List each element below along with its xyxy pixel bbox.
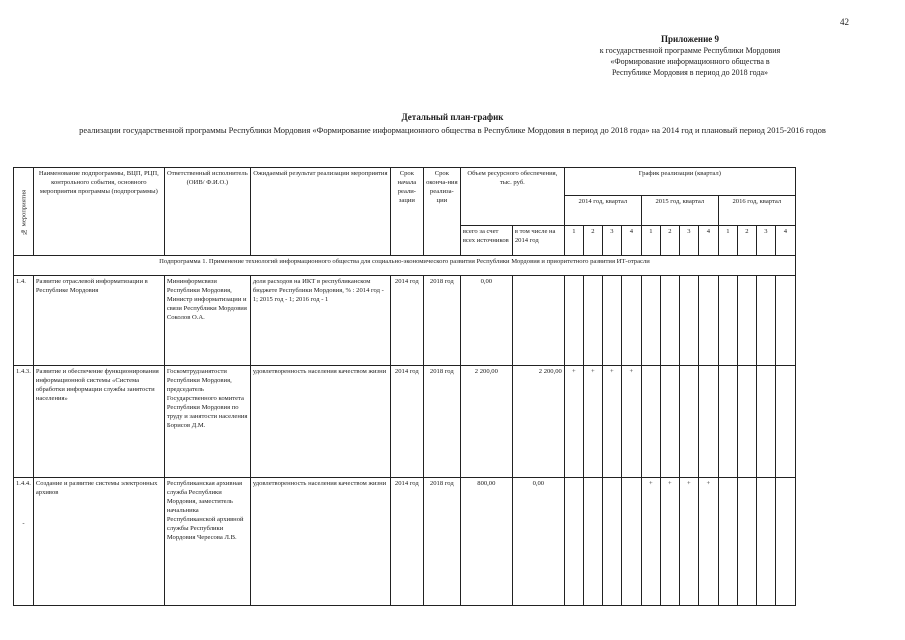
table-row bbox=[14, 276, 796, 366]
row-quarter bbox=[756, 366, 775, 478]
row-quarter bbox=[583, 478, 602, 606]
header-name: Наименование подпрограммы, ВЦП, РЦП, контрольного события, основного мероприятия программы (подпрограммы) bbox=[33, 168, 164, 256]
header-quarter: 2 bbox=[660, 226, 679, 256]
row-quarter bbox=[583, 276, 602, 366]
header-year-2014: 2014 год, квартал bbox=[564, 196, 641, 226]
row-quarter bbox=[641, 276, 660, 366]
row-quarter bbox=[737, 478, 756, 606]
header-quarter: 3 bbox=[756, 226, 775, 256]
header-result: Ожидаемый результат реализации мероприятия bbox=[250, 168, 390, 256]
row-quarter: + bbox=[602, 366, 621, 478]
row-quarter bbox=[775, 276, 795, 366]
row-quarter: + bbox=[583, 366, 602, 478]
header-start: Срок начала реали-зации bbox=[390, 168, 423, 256]
row-2014 bbox=[512, 276, 564, 366]
row-name: Создание и развитие системы электронных архивов bbox=[33, 478, 164, 606]
row-responsible: Республиканская архивная служба Республики Мордовия, заместитель начальника Республиканской архивной службы Республики Мордовия Чересова Л.В. bbox=[164, 478, 250, 606]
row-start: 2014 год bbox=[390, 276, 423, 366]
row-quarter: + bbox=[564, 366, 583, 478]
row-quarter bbox=[775, 478, 795, 606]
header-quarter: 4 bbox=[775, 226, 795, 256]
row-start: 2014 год bbox=[390, 478, 423, 606]
row-quarter bbox=[718, 276, 737, 366]
header-quarter: 1 bbox=[564, 226, 583, 256]
appendix-line: к государственной программе Республики Мордовия bbox=[599, 46, 781, 55]
row-name: Развитие отраслевой информатизации в Республике Мордовия bbox=[33, 276, 164, 366]
table-row bbox=[14, 366, 796, 478]
row-quarter bbox=[775, 366, 795, 478]
row-quarter bbox=[737, 366, 756, 478]
row-quarter bbox=[641, 366, 660, 478]
header-quarter: 4 bbox=[698, 226, 718, 256]
header-volume-2014: в том числе на 2014 год bbox=[512, 226, 564, 256]
row-quarter bbox=[660, 366, 679, 478]
appendix-line: Республике Мордовия в период до 2018 года» bbox=[611, 68, 769, 77]
row-2014: 0,00 bbox=[512, 478, 564, 606]
header-quarter: 2 bbox=[583, 226, 602, 256]
row-end: 2018 год bbox=[423, 478, 460, 606]
subprogram-title: Подпрограмма 1. Применение технологий информационного общества для социально-экономического развития Республики Мордовия и приоритетного развития ИТ-отрасли bbox=[14, 256, 796, 276]
row-total: 0,00 bbox=[460, 276, 512, 366]
row-quarter: + bbox=[679, 478, 698, 606]
row-quarter: + bbox=[641, 478, 660, 606]
row-quarter bbox=[737, 276, 756, 366]
header-volume-total: всего за счет всех источников bbox=[460, 226, 512, 256]
header-quarter: 3 bbox=[679, 226, 698, 256]
row-name: Развитие и обеспечение функционирования информационной системы «Система обработки информации службы занятости населения» bbox=[33, 366, 164, 478]
header-quarter: 4 bbox=[621, 226, 641, 256]
row-quarter: + bbox=[698, 478, 718, 606]
row-quarter: + bbox=[621, 366, 641, 478]
page-number: 42 bbox=[840, 17, 849, 27]
table-row bbox=[14, 478, 796, 606]
row-result: удовлетворенность населения качеством жизни bbox=[250, 366, 390, 478]
header-quarter: 1 bbox=[641, 226, 660, 256]
header-year-2015: 2015 год, квартал bbox=[641, 196, 718, 226]
header-quarter: 3 bbox=[602, 226, 621, 256]
row-responsible: Мининформсвязи Республики Мордовия, Министр информатизации и связи Республики Мордовия Соколов О.А. bbox=[164, 276, 250, 366]
header-schedule: График реализации (квартал) bbox=[564, 168, 795, 196]
row-quarter bbox=[564, 276, 583, 366]
header-responsible: Ответственный исполнитель (ОИВ/ Ф.И.О.) bbox=[164, 168, 250, 256]
row-2014: 2 200,00 bbox=[512, 366, 564, 478]
row-end: 2018 год bbox=[423, 366, 460, 478]
row-quarter bbox=[621, 478, 641, 606]
row-responsible: Госкомтрудзанятости Республики Мордовия, председатель Государственного комитета Республики Мордовия по труду и занятости населения Борисов Д.М. bbox=[164, 366, 250, 478]
document-title: Детальный план-график bbox=[401, 112, 504, 122]
header-volume: Объем ресурсного обеспечения, тыс. руб. bbox=[460, 168, 564, 226]
row-quarter bbox=[698, 276, 718, 366]
row-num: 1.4.3. bbox=[14, 366, 34, 478]
row-result: удовлетворенность населения качеством жизни bbox=[250, 478, 390, 606]
row-quarter bbox=[564, 478, 583, 606]
row-quarter bbox=[756, 478, 775, 606]
row-end: 2018 год bbox=[423, 276, 460, 366]
row-dash: - bbox=[22, 520, 25, 527]
header-num: № мероприятия bbox=[14, 168, 34, 256]
row-total: 800,00 bbox=[460, 478, 512, 606]
row-quarter bbox=[660, 276, 679, 366]
row-quarter bbox=[756, 276, 775, 366]
row-quarter bbox=[718, 478, 737, 606]
row-result: доля расходов на ИКТ в республиканском бюджете Республики Мордовия, % : 2014 год - 1; 2015 год - 1; 2016 год - 1 bbox=[250, 276, 390, 366]
row-quarter bbox=[679, 276, 698, 366]
row-quarter bbox=[602, 478, 621, 606]
row-quarter bbox=[602, 276, 621, 366]
row-total: 2 200,00 bbox=[460, 366, 512, 478]
header-year-2016: 2016 год, квартал bbox=[718, 196, 795, 226]
header-end: Срок оконча-ния реализа-ции bbox=[423, 168, 460, 256]
row-quarter bbox=[718, 366, 737, 478]
row-num: 1.4.4. bbox=[16, 480, 31, 487]
row-quarter bbox=[698, 366, 718, 478]
plan-table bbox=[13, 167, 796, 606]
row-num-cell bbox=[14, 478, 34, 606]
appendix-block bbox=[540, 34, 840, 78]
row-start: 2014 год bbox=[390, 366, 423, 478]
row-quarter bbox=[621, 276, 641, 366]
appendix-title: Приложение 9 bbox=[660, 34, 720, 44]
header-quarter: 2 bbox=[737, 226, 756, 256]
row-num: 1.4. bbox=[14, 276, 34, 366]
row-quarter bbox=[679, 366, 698, 478]
appendix-line: «Формирование информационного общества в bbox=[610, 57, 770, 66]
row-quarter: + bbox=[660, 478, 679, 606]
document-subtitle: реализации государственной программы Республики Мордовия «Формирование информационного общества в Республике Мордовия в период до 2018 года» на 2014 год и плановый период 2015-2016 годов bbox=[79, 125, 826, 135]
header-quarter: 1 bbox=[718, 226, 737, 256]
